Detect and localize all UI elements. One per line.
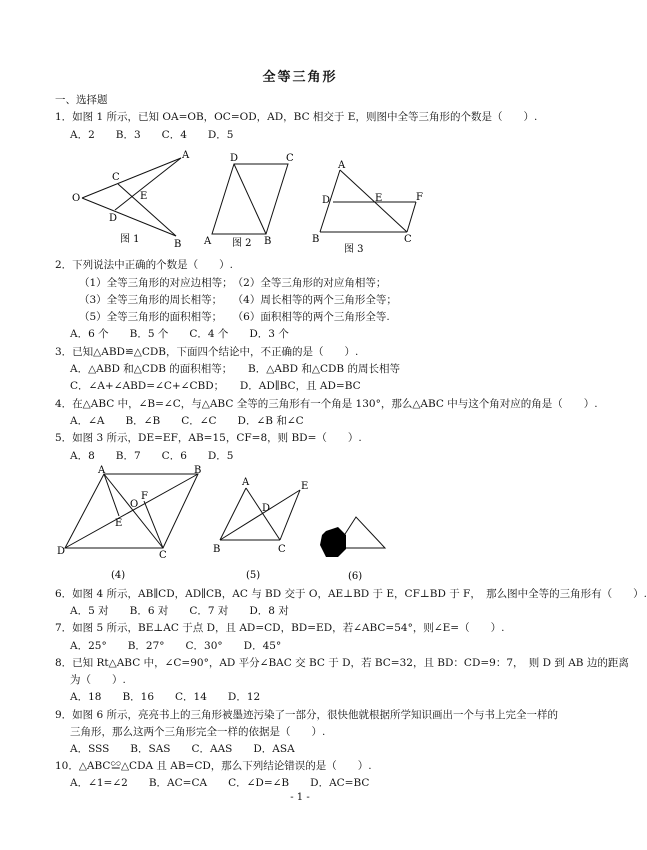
q4-stem: 4．在△ABC 中，∠B=∠C，与△ABC 全等的三角形有一个角是 130°，那么△ABC 中与这个角对应的角是（ ）. (55, 398, 598, 410)
q8-options: A．18 B．16 C．14 D．12 (70, 691, 261, 703)
label-f: F (416, 192, 423, 203)
figure-5 (210, 472, 310, 582)
diagonal-db (234, 164, 266, 234)
q3-options-ab: A．△ABD 和△CDB 的面积相等； B．△ABD 和△CDB 的周长相等 (70, 363, 400, 375)
diagonal-ac (104, 474, 163, 548)
segment-ae (104, 474, 119, 516)
label-b: B (213, 544, 221, 555)
line-ob (82, 198, 176, 236)
label-d: D (262, 503, 271, 514)
label-c: C (286, 153, 294, 164)
q9-options: A．SSS B．SAS C．AAS D．ASA (70, 743, 295, 755)
label-e: E (115, 518, 123, 529)
label-o: O (72, 193, 81, 204)
q4-options: A．∠A B．∠B C．∠C D．∠B 和∠C (70, 415, 304, 427)
figure-6 (312, 505, 397, 585)
figure-2 (200, 150, 300, 250)
label-f: F (141, 491, 148, 502)
q6-options: A．5 对 B．6 对 C．7 对 D．8 对 (70, 605, 289, 617)
label-b: B (194, 465, 202, 476)
q3-options-cd: C．∠A+∠ABD=∠C+∠CBD； D．AD∥BC，且 AD=BC (70, 380, 361, 392)
label-b: B (312, 234, 320, 245)
q9-stem: 9．如图 6 所示，亮亮书上的三角形被墨迹污染了一部分，很快他就根据所学知识画出一个与书上完全一样的 (55, 709, 559, 721)
label-c: C (112, 172, 120, 183)
label-d: D (322, 195, 331, 206)
line-ac (246, 488, 280, 540)
q2-row1: （1）全等三角形的对应边相等； （2）全等三角形的对应角相等； (79, 277, 387, 289)
figure-3 (308, 156, 438, 256)
line-ac (340, 170, 407, 232)
q3-stem: 3．已知△ABD≌△CDB，下面四个结论中，不正确的是（ ）. (55, 346, 359, 358)
line-oa (82, 158, 181, 198)
q10-options: A．∠1=∠2 B．AC=CA C．∠D=∠B D．AC=BC (70, 777, 370, 789)
q2-row2: （3）全等三角形的周长相等； （4）周长相等的两个三角形全等； (79, 294, 397, 306)
label-b: B (174, 239, 182, 250)
label-a: A (338, 160, 346, 171)
label-c: C (278, 544, 286, 555)
label-e: E (375, 193, 383, 204)
label-c: C (404, 234, 412, 245)
q10-stem: 10．△ABC≌△CDA 且 AB=CD，那么下列结论错误的是（ ）. (55, 760, 372, 772)
q8-stem: 8．已知 Rt△ABC 中，∠C=90°，AD 平分∠BAC 交 BC 于 D，若 BC=32，且 BD：CD=9：7， 则 D 到 AB 边的距离 (55, 657, 629, 669)
q9-stem-cont: 三角形，那么这两个三角形完全一样的依据是（ ）. (70, 726, 326, 738)
q2-row3: （5）全等三角形的面积相等； （6）面积相等的两个三角形全等. (79, 311, 390, 323)
figure-2-caption: 图 2 (232, 238, 252, 249)
label-d: D (109, 213, 118, 224)
figure-3-caption: 图 3 (344, 244, 364, 255)
q2-stem: 2．下列说法中正确的个数是（ ）. (55, 259, 234, 271)
label-a: A (182, 150, 190, 161)
segment-cf (144, 501, 163, 548)
ink-blot (320, 527, 346, 557)
line-fc (407, 202, 416, 232)
label-a: A (242, 477, 250, 488)
figure-4-caption: (4) (111, 570, 126, 581)
page-title: 全等三角形 (262, 70, 338, 85)
label-a: A (98, 465, 106, 476)
q1-stem: 1．如图 1 所示，已知 OA=OB，OC=OD，AD，BC 相交于 E，则图中全等三角形的个数是（ ）. (55, 111, 538, 123)
q5-options: A．8 B．7 C．6 D．5 (70, 450, 234, 462)
q6-stem: 6．如图 4 所示，AB∥CD，AD∥CB，AC 与 BD 交于 O，AE⊥BD 于 E，CF⊥BD 于 F， 那么图中全等的三角形有（ ）. (55, 588, 647, 600)
figure-6-caption: (6) (348, 571, 363, 582)
q8-stem-cont: 为（ ）. (70, 674, 126, 686)
figure-5-caption: (5) (246, 570, 261, 581)
line-da (115, 158, 181, 210)
label-a: A (204, 236, 212, 247)
figure-1 (68, 146, 188, 250)
q7-options: A．25° B．27° C．30° D．45° (70, 640, 282, 652)
label-b: B (264, 236, 272, 247)
page-number: - 1 - (290, 792, 310, 803)
q7-stem: 7．如图 5 所示，BE⊥AC 于点 D，且 AD=CD，BD=ED，若∠ABC=54°，则∠E=（ ）. (55, 622, 505, 634)
label-d: D (57, 546, 66, 557)
figure-1-caption: 图 1 (120, 234, 140, 245)
line-ec (280, 490, 300, 540)
figure-4 (55, 462, 215, 582)
q1-options: A．2 B．3 C．4 D．5 (70, 129, 234, 141)
label-e: E (301, 481, 309, 492)
section-heading: 一、选择题 (55, 94, 108, 106)
label-c: C (159, 550, 167, 561)
q2-options: A．6 个 B．5 个 C．4 个 D．3 个 (70, 328, 289, 340)
label-d: D (230, 153, 239, 164)
q5-stem: 5．如图 3 所示，DE=EF，AB=15，CF=8，则 BD=（ ）. (55, 432, 362, 444)
label-e: E (140, 191, 148, 202)
label-o: O (130, 499, 139, 510)
